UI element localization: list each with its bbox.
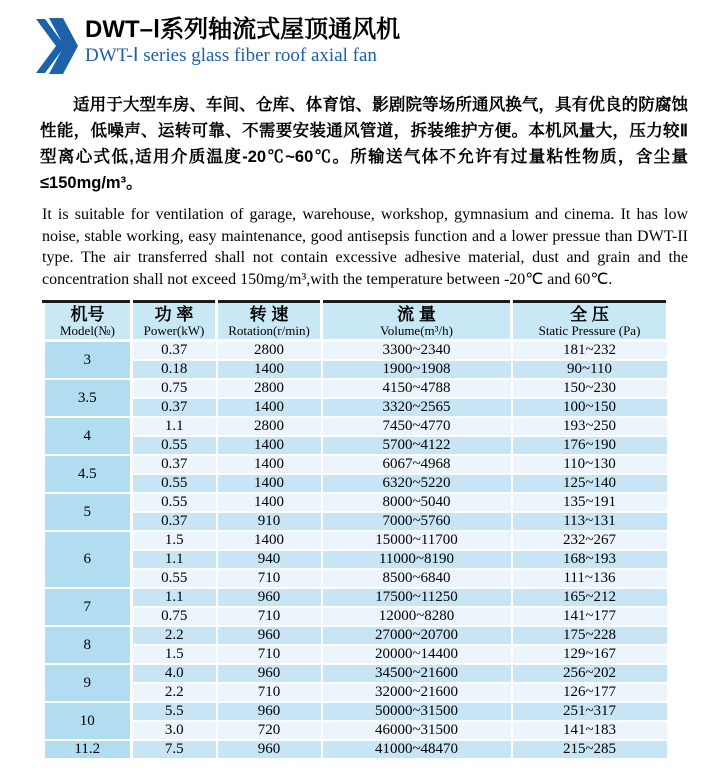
spec-cell: 2800 <box>217 417 322 436</box>
spec-cell: 910 <box>217 512 322 531</box>
spec-cell: 2.2 <box>132 683 217 702</box>
spec-cell: 15000~11700 <box>322 531 512 550</box>
spec-cell: 0.55 <box>132 569 217 588</box>
spec-cell: 3300~2340 <box>322 341 512 361</box>
spec-cell: 1.1 <box>132 550 217 569</box>
spec-cell: 960 <box>217 740 322 759</box>
table-row <box>44 341 668 361</box>
table-row <box>44 645 668 664</box>
model-cell: 8 <box>44 626 132 664</box>
spec-cell: 176~190 <box>512 436 668 455</box>
intro-paragraph-cn: 适用于大型车房、车间、仓库、体育馆、影剧院等场所通风换气，具有优良的防腐蚀性能，低噪声、运转可靠、不需要安装通风管道，拆装维护方便。本机风量大，压力较Ⅱ型离心式低,适用介质温度-20℃~60℃。所输送气体不允许有过量粘性物质，含尘量≤150mg/m³。 <box>40 96 688 192</box>
spec-cell: 4.0 <box>132 664 217 683</box>
spec-cell: 1.1 <box>132 417 217 436</box>
spec-cell: 32000~21600 <box>322 683 512 702</box>
spec-cell: 125~140 <box>512 474 668 493</box>
spec-cell: 113~131 <box>512 512 668 531</box>
table-row <box>44 683 668 702</box>
spec-cell: 0.37 <box>132 341 217 361</box>
col-header-rotation-cn: 转 速 <box>249 304 289 324</box>
spec-cell: 0.75 <box>132 379 217 398</box>
col-header-power-en: Power(kW) <box>143 322 205 338</box>
spec-cell: 8000~5040 <box>322 493 512 512</box>
spec-cell: 4150~4788 <box>322 379 512 398</box>
table-row <box>44 626 668 645</box>
table-row <box>44 493 668 512</box>
col-header-pressure-cn: 全 压 <box>570 304 609 324</box>
spec-cell: 2800 <box>217 341 322 361</box>
spec-cell: 215~285 <box>512 740 668 759</box>
spec-cell: 710 <box>217 607 322 626</box>
spec-cell: 720 <box>217 721 322 740</box>
spec-cell: 0.37 <box>132 398 217 417</box>
col-header-model-cn: 机号 <box>70 304 105 324</box>
header-row <box>44 302 668 341</box>
model-cell: 3.5 <box>44 379 132 417</box>
model-cell: 3 <box>44 341 132 380</box>
table-row <box>44 360 668 379</box>
spec-cell: 6320~5220 <box>322 474 512 493</box>
page-subtitle: DWT-Ⅰ series glass fiber roof axial fan <box>85 45 377 66</box>
spec-cell: 8500~6840 <box>322 569 512 588</box>
spec-cell: 165~212 <box>512 588 668 607</box>
spec-cell: 175~228 <box>512 626 668 645</box>
spec-cell: 135~191 <box>512 493 668 512</box>
spec-cell: 141~183 <box>512 721 668 740</box>
spec-cell: 1.5 <box>132 645 217 664</box>
spec-cell: 0.37 <box>132 455 217 474</box>
spec-cell: 6067~4968 <box>322 455 512 474</box>
spec-cell: 193~250 <box>512 417 668 436</box>
col-header-volume-cn: 流 量 <box>397 304 436 324</box>
spec-cell: 710 <box>217 569 322 588</box>
table-row <box>44 607 668 626</box>
spec-cell: 0.37 <box>132 512 217 531</box>
col-header-volume-en: Volume(m³/h) <box>380 322 453 338</box>
table-row <box>44 569 668 588</box>
table-row <box>44 398 668 417</box>
spec-cell: 960 <box>217 588 322 607</box>
spec-cell: 0.75 <box>132 607 217 626</box>
col-header-rotation-en: Rotation(r/min) <box>228 322 310 338</box>
spec-cell: 27000~20700 <box>322 626 512 645</box>
col-header-pressure-en: Static Pressure (Pa) <box>538 322 641 338</box>
spec-cell: 0.55 <box>132 493 217 512</box>
spec-cell: 126~177 <box>512 683 668 702</box>
col-header-power <box>132 302 217 341</box>
spec-cell: 1400 <box>217 474 322 493</box>
spec-cell: 1400 <box>217 531 322 550</box>
spec-cell: 1.5 <box>132 531 217 550</box>
model-cell: 10 <box>44 702 132 740</box>
table-row <box>44 702 668 721</box>
table-row <box>44 588 668 607</box>
model-cell: 7 <box>44 588 132 626</box>
spec-cell: 0.18 <box>132 360 217 379</box>
spec-table-header <box>44 302 668 341</box>
spec-cell: 7000~5760 <box>322 512 512 531</box>
spec-table <box>42 300 669 760</box>
spec-cell: 150~230 <box>512 379 668 398</box>
col-header-model <box>44 302 132 341</box>
spec-cell: 0.55 <box>132 474 217 493</box>
col-header-model-en: Model(№) <box>59 322 115 338</box>
table-row <box>44 436 668 455</box>
model-cell: 4.5 <box>44 455 132 493</box>
spec-cell: 1400 <box>217 455 322 474</box>
double-chevron-icon <box>36 18 78 79</box>
spec-cell: 129~167 <box>512 645 668 664</box>
catalog-page <box>0 16 704 783</box>
intro-paragraph-en: It is suitable for ventilation of garage, warehouse, workshop, gymnasium and cinema. It has low noise, stable working, easy maintenance, good antisepsis function and a lower pressue than DWT-II type. The air transferred shall not contain excessive adhesive material, dust and grain and the concentration shall not exceed 150mg/m³,with the temperature between -20℃ and 60℃. <box>42 206 688 288</box>
spec-cell: 256~202 <box>512 664 668 683</box>
spec-cell: 1400 <box>217 360 322 379</box>
spec-cell: 11000~8190 <box>322 550 512 569</box>
spec-cell: 5700~4122 <box>322 436 512 455</box>
spec-cell: 710 <box>217 683 322 702</box>
spec-cell: 251~317 <box>512 702 668 721</box>
table-row <box>44 721 668 740</box>
spec-cell: 3.0 <box>132 721 217 740</box>
spec-cell: 0.55 <box>132 436 217 455</box>
table-row <box>44 417 668 436</box>
spec-cell: 1.1 <box>132 588 217 607</box>
table-row <box>44 664 668 683</box>
page-title: DWT–Ⅰ系列轴流式屋顶通风机 <box>85 16 401 43</box>
col-header-power-cn: 功 率 <box>154 304 194 324</box>
model-cell: 11.2 <box>44 740 132 759</box>
spec-cell: 940 <box>217 550 322 569</box>
table-row <box>44 474 668 493</box>
spec-cell: 960 <box>217 626 322 645</box>
table-row <box>44 512 668 531</box>
col-header-pressure <box>512 302 668 341</box>
table-row <box>44 740 668 759</box>
spec-cell: 1400 <box>217 398 322 417</box>
model-cell: 4 <box>44 417 132 455</box>
spec-cell: 34500~21600 <box>322 664 512 683</box>
spec-cell: 41000~48470 <box>322 740 512 759</box>
table-row <box>44 531 668 550</box>
spec-cell: 1900~1908 <box>322 360 512 379</box>
spec-cell: 2800 <box>217 379 322 398</box>
table-row <box>44 455 668 474</box>
spec-cell: 100~150 <box>512 398 668 417</box>
col-header-volume <box>322 302 512 341</box>
spec-cell: 7.5 <box>132 740 217 759</box>
spec-cell: 232~267 <box>512 531 668 550</box>
spec-cell: 46000~31500 <box>322 721 512 740</box>
spec-cell: 710 <box>217 645 322 664</box>
spec-cell: 20000~14400 <box>322 645 512 664</box>
spec-cell: 1400 <box>217 493 322 512</box>
spec-cell: 17500~11250 <box>322 588 512 607</box>
page-header <box>36 16 704 79</box>
spec-cell: 181~232 <box>512 341 668 361</box>
spec-table-body <box>44 341 668 760</box>
spec-cell: 960 <box>217 702 322 721</box>
table-row <box>44 550 668 569</box>
model-cell: 9 <box>44 664 132 702</box>
spec-cell: 3320~2565 <box>322 398 512 417</box>
col-header-rotation <box>217 302 322 341</box>
spec-cell: 960 <box>217 664 322 683</box>
spec-cell: 12000~8280 <box>322 607 512 626</box>
spec-cell: 2.2 <box>132 626 217 645</box>
spec-cell: 110~130 <box>512 455 668 474</box>
spec-cell: 111~136 <box>512 569 668 588</box>
spec-cell: 7450~4770 <box>322 417 512 436</box>
spec-cell: 90~110 <box>512 360 668 379</box>
model-cell: 6 <box>44 531 132 588</box>
table-row <box>44 379 668 398</box>
spec-cell: 50000~31500 <box>322 702 512 721</box>
spec-cell: 168~193 <box>512 550 668 569</box>
title-block <box>85 16 400 68</box>
spec-cell: 1400 <box>217 436 322 455</box>
spec-cell: 141~177 <box>512 607 668 626</box>
spec-cell: 5.5 <box>132 702 217 721</box>
model-cell: 5 <box>44 493 132 531</box>
